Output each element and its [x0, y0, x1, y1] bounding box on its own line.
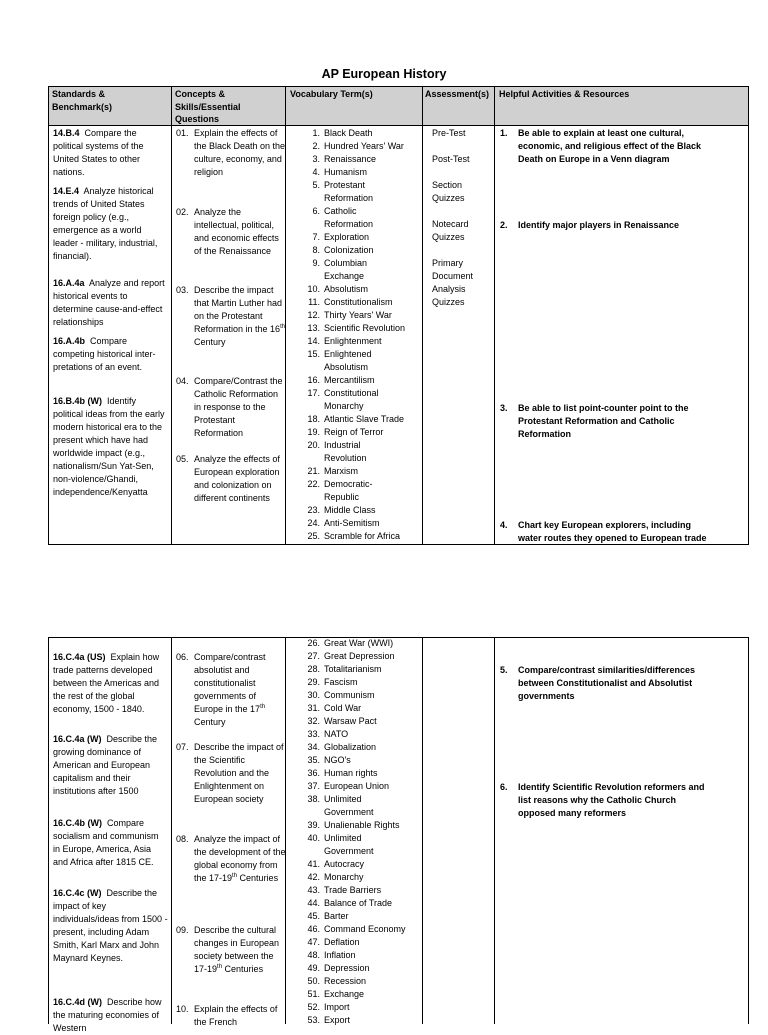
vocab-term [307, 702, 362, 715]
vocab-term [307, 871, 364, 884]
vocab-number: 27. [307, 651, 320, 661]
vocab-term-text: Humanism [324, 167, 368, 177]
vocab-number: 19. [307, 427, 320, 437]
vocab-term-text: Warsaw Pact [324, 716, 377, 726]
vocab-term [312, 140, 404, 153]
vocab-term-text: NATO [324, 729, 349, 739]
header-vocab: Vocabulary Term(s) [290, 89, 373, 99]
header-assessment: Assessment(s) [425, 89, 490, 99]
vocab-number: 33. [307, 729, 320, 739]
vocab-number: 12. [307, 310, 320, 320]
vocab-number: 34. [307, 742, 320, 752]
vocab-term [307, 910, 349, 923]
vocab-number: 35. [307, 755, 320, 765]
vocab-term-text: Inflation [324, 950, 356, 960]
vocab-term [307, 897, 393, 910]
vocab-term [307, 949, 356, 962]
vocab-term-text: Totalitarianism [324, 664, 382, 674]
vocab-term [307, 819, 400, 832]
vocab-number: 32. [307, 716, 320, 726]
vocab-term-text: Industrial [324, 440, 361, 450]
vocab-term [312, 205, 357, 218]
vocab-number: 24. [307, 518, 320, 528]
vocab-number: 39. [307, 820, 320, 830]
vocab-term [307, 283, 369, 296]
vocab-term [324, 400, 364, 413]
vocab-term-text: Democratic- [324, 479, 373, 489]
vocab-term-text: Exchange [324, 989, 365, 999]
vocab-term [307, 715, 377, 728]
vocab-term [307, 884, 382, 897]
vocab-term [308, 296, 393, 309]
vocab-term [307, 1001, 350, 1014]
vocab-term [307, 637, 394, 650]
vocab-term-text: Reformation [324, 193, 374, 203]
vocab-number: 28. [307, 664, 320, 674]
vocab-number: 5. [312, 180, 320, 190]
standard-item: 16.A.4a Analyze and report historical events to determine cause-and-effect relationships [53, 278, 165, 327]
vocab-term [307, 962, 370, 975]
vocab-number: 30. [307, 690, 320, 700]
standard-item: 16.C.4a (US) Explain how trade patterns developed between the Americas and the rest of the global economy, 1500 - 1840. [53, 652, 160, 714]
vocab-term-text: Barter [324, 911, 349, 921]
vocab-term-text: Colonization [324, 245, 374, 255]
vocab-term [312, 231, 370, 244]
vocab-number: 51. [307, 989, 320, 999]
vocab-term-text: NGO's [324, 755, 351, 765]
vocab-term [307, 335, 382, 348]
vocab-number: 49. [307, 963, 320, 973]
vocab-term [307, 426, 384, 439]
vocab-term-text: Absolutism [324, 284, 369, 294]
vocab-term-text: Communism [324, 690, 375, 700]
vocab-number: 4. [312, 167, 320, 177]
vocab-number: 36. [307, 768, 320, 778]
curriculum-table-2: 16.C.4a (US) Explain how trade patterns developed between the Americas and the rest of the global economy, 1500 - 1840. 16.C.4a (W) Describe the growing dominance of American and European capitalism and their institutions after 1500 16.C.4b (W) Compare socialism and communism in Europe, America, Asia and Africa after 1815 CE. 16.C.4c (W) Describe the impact of key individuals/ideas from 1500 - present, including Adam Smith, Karl Marx and John Maynard Keynes. 16.C.4d (W) Describe how the maturing economies of Western 06. Compare/contrast absolutist and constitutionalist governments of Europe in the 17th Century 07. Describe the impact of the Scientific Revolution and the Enlightenment on European society 08. Analyze the impact of the development of the global economy from the 17-19th Centuries 09. Describe the cultural changes in European society between the 17-19th Centuries 10. Explain the effects of the French 26. Great War (WWI) 27. Great Depression 28. Totalitarianism 29. Fascism 30. Communism 31. Cold War 32. Warsaw Pact 33. NATO 34. Globalization 35. NGO's 36. Human rights 37. European Union 38. Unlimited Government 39. Unalienable Rights 40. Unlimited Government 41. Autocracy 42. Monarchy 43. Trade Barriers 44. Balance of Trade 45. Barter 46. Command Economy 47. Deflation 48. Inflation 49. Depression 50. Recession 51. Exchange 52. Import 53. Export 5. Compare/contrast similarities/differences between Constitutionalist and Absolutist governments 6. Identify Scientific Revolution reformers and list reasons why the Catholic Church opposed many reformers [48, 637, 749, 1024]
vocab-number: 46. [307, 924, 320, 934]
assessment-item: Notecard Quizzes [432, 219, 469, 242]
vocab-term-text: European Union [324, 781, 390, 791]
vocab-term [307, 793, 362, 806]
vocab-term-text: Export [324, 1015, 351, 1025]
vocab-number: 31. [307, 703, 320, 713]
header-concepts: Concepts & Skills/Essential Questions [175, 89, 241, 124]
vocab-term [307, 988, 365, 1001]
vocab-term [307, 322, 406, 335]
vocab-term [324, 192, 373, 205]
vocab-number: 37. [307, 781, 320, 791]
vocab-number: 52. [307, 1002, 320, 1012]
vocab-term [307, 767, 378, 780]
vocab-term-text: Absolutism [324, 362, 369, 372]
vocab-number: 23. [307, 505, 320, 515]
vocab-term-text: Republic [324, 492, 360, 502]
vocab-number: 6. [312, 206, 320, 216]
header-activities: Helpful Activities & Resources [499, 89, 630, 99]
vocab-term [307, 676, 358, 689]
vocab-term [307, 478, 373, 491]
vocab-number: 16. [307, 375, 320, 385]
vocab-number: 11. [308, 297, 320, 307]
standard-item: 16.C.4a (W) Describe the growing dominance of American and European capitalism and their institutions after 1500 [53, 734, 158, 796]
vocab-term-text: Autocracy [324, 859, 365, 869]
vocab-term [312, 153, 377, 166]
vocab-term [312, 257, 368, 270]
vocab-term-text: Monarchy [324, 401, 364, 411]
vocab-term [307, 348, 372, 361]
vocab-term-text: Constitutional [324, 388, 379, 398]
vocab-number: 18. [307, 414, 320, 424]
assessment-item: Pre-Test [432, 128, 466, 138]
header-standards: Standards & Benchmark(s) [52, 89, 113, 112]
vocab-term-text: Revolution [324, 453, 367, 463]
vocab-term-text: Scramble for Africa [324, 531, 401, 541]
standard-item: 16.A.4b Compare competing historical inter-pretations of an event. [53, 336, 156, 372]
assessment-item: Primary Document Analysis Quizzes [432, 258, 474, 307]
vocab-number: 42. [307, 872, 320, 882]
vocab-number: 48. [307, 950, 320, 960]
vocab-term-text: Enlightenment [324, 336, 382, 346]
vocab-number: 1. [312, 128, 320, 138]
vocab-number: 9. [312, 258, 320, 268]
vocab-term-text: Great Depression [324, 651, 395, 661]
vocab-term-text: Thirty Years' War [324, 310, 392, 320]
vocab-term [307, 439, 361, 452]
assessment-item: Section Quizzes [432, 180, 465, 203]
vocab-term-text: Black Death [324, 128, 373, 138]
curriculum-table-1: Standards & Benchmark(s) Concepts & Skills/Essential Questions Vocabulary Term(s) Assessment(s) Helpful Activities & Resources 14.B.4 Compare the political systems of the United States to other nations. 14.E.4 Analyze historical trends of United States foreign policy (e.g., emergence as a world leader - military, industrial, financial). 16.A.4a Analyze and report historical events to determine cause-and-effect relationships 16.A.4b Compare competing historical inter-pretations of an event. 16.B.4b (W) Identify political ideas from the early modern historical era to the present which have had worldwide impact (e.g., nationalism/Sun Yat-Sen, non-violence/Ghandi, independence/Kenyatta 01. Explain the effects of the Black Death on the culture, economy, and religion 02. Analyze the intellectual, political, and economic effects of the Renaissance 03. Describe the impact that Martin Luther had on the Protestant Reformation in the 16th Century 04. Compare/Contrast the Catholic Reformation in response to the Protestant Reformation 05. Analyze the effects of European exploration and colonization on different continents 1. Black Death 2. Hundred Years' War 3. Renaissance 4. Humanism 5. Protestant Reformation 6. Catholic Reformation 7. Exploration 8. Colonization 9. Columbian Exchange 10. Absolutism 11. Constitutionalism 12. Thirty Years' War 13. Scientific Revolution 14. Enlightenment 15. Enlightened Absolutism 16. Mercantilism 17. Constitutional Monarchy 18. Atlantic Slave Trade 19. Reign of Terror 20. Industrial Revolution 21. Marxism 22. Democratic- Republic 23. Middle Class 24. Anti-Semitism 25. Scramble for Africa Pre-Test Post-Test Section Quizzes Notecard Quizzes Primary Document Analysis Quizzes 1. Be able to explain at least one cultural, economic, and religious effect of the Black Death on Europe in a Venn diagram 2. Identify major players in Renaissance 3. Be able to list point-counter point to the Protestant Reformation and Catholic Reformation 4. Chart key European explorers, including water routes they opened to European trade [48, 86, 749, 545]
vocab-term-text: Monarchy [324, 872, 364, 882]
vocab-number: 45. [307, 911, 320, 921]
vocab-term-text: Scientific Revolution [324, 323, 406, 333]
vocab-number: 22. [307, 479, 320, 489]
vocab-term-text: Unlimited [324, 833, 362, 843]
vocab-term-text: Exploration [324, 232, 370, 242]
vocab-number: 15. [307, 349, 320, 359]
vocab-term [307, 975, 367, 988]
vocab-number: 13. [307, 323, 320, 333]
vocab-term-text: Marxism [324, 466, 358, 476]
vocab-term [312, 166, 368, 179]
vocab-term [307, 780, 390, 793]
vocab-term-text: Columbian [324, 258, 368, 268]
vocab-term [312, 127, 373, 140]
vocab-term-text: Hundred Years' War [324, 141, 404, 151]
vocab-number: 29. [307, 677, 320, 687]
vocab-number: 41. [307, 859, 320, 869]
page-title: AP European History [321, 67, 447, 81]
vocab-term [312, 244, 374, 257]
vocab-term [307, 387, 379, 400]
vocab-term [307, 517, 380, 530]
vocab-term [307, 663, 382, 676]
standard-item: 16.C.4c (W) Describe the impact of key individuals/ideas from 1500 - present, including Adam Smith, Karl Marx and John Maynard Keynes. [53, 888, 168, 963]
vocab-term [324, 361, 368, 374]
vocab-term-text: Renaissance [324, 154, 377, 164]
vocab-term [307, 728, 349, 741]
vocab-term [312, 179, 366, 192]
vocab-number: 38. [307, 794, 320, 804]
vocab-number: 3. [312, 154, 320, 164]
vocab-term [307, 374, 375, 387]
vocab-number: 26. [307, 638, 320, 648]
vocab-number: 10. [307, 284, 320, 294]
vocab-term [307, 858, 365, 871]
vocab-number: 40. [307, 833, 320, 843]
standard-item: 14.E.4 Analyze historical trends of United States foreign policy (e.g., emergence as a world leader - military, industrial, financial). [53, 186, 158, 261]
vocab-term-text: Mercantilism [324, 375, 375, 385]
vocab-term [307, 530, 401, 543]
vocab-term [307, 309, 392, 322]
vocab-number: 8. [312, 245, 320, 255]
vocab-term-text: Unalienable Rights [324, 820, 400, 830]
vocab-term-text: Trade Barriers [324, 885, 382, 895]
vocab-term-text: Globalization [324, 742, 377, 752]
vocab-term-text: Reign of Terror [324, 427, 384, 437]
vocab-term-text: Deflation [324, 937, 360, 947]
standard-item: 14.B.4 Compare the political systems of the United States to other nations. [53, 128, 144, 177]
vocab-term [324, 452, 367, 465]
vocab-term [307, 923, 406, 936]
vocab-term-text: Middle Class [324, 505, 376, 515]
vocab-term [324, 845, 374, 858]
vocab-term [307, 936, 360, 949]
vocab-term-text: Depression [324, 963, 370, 973]
vocab-term-text: Enlightened [324, 349, 372, 359]
vocab-number: 53. [307, 1015, 320, 1025]
vocab-number: 25. [307, 531, 320, 541]
vocab-term-text: Human rights [324, 768, 378, 778]
vocab-term-text: Protestant [324, 180, 366, 190]
vocab-term-text: Fascism [324, 677, 358, 687]
vocab-number: 43. [307, 885, 320, 895]
vocab-term [324, 218, 373, 231]
vocab-term-text: Government [324, 807, 374, 817]
standard-item: 16.C.4d (W) Describe how the maturing economies of Western [53, 997, 162, 1033]
vocab-term-text: Reformation [324, 219, 374, 229]
vocab-term-text: Cold War [324, 703, 362, 713]
vocab-number: 17. [307, 388, 320, 398]
vocab-term [307, 650, 395, 663]
standard-item: 16.B.4b (W) Identify political ideas from the early modern historical era to the present which have had worldwide impact (e.g., nationalism/Sun Yat-Sen, non-violence/Ghandi, independence/Kenyatta [53, 396, 165, 497]
vocab-term [307, 741, 377, 754]
assessment-item: Post-Test [432, 154, 470, 164]
vocab-number: 21. [307, 466, 320, 476]
vocab-term-text: Balance of Trade [324, 898, 393, 908]
vocab-term-text: Government [324, 846, 374, 856]
vocab-number: 44. [307, 898, 320, 908]
standard-item: 16.C.4b (W) Compare socialism and communism in Europe, America, Asia and Africa after 1815 CE. [53, 818, 159, 867]
vocab-number: 20. [307, 440, 320, 450]
vocab-term [307, 689, 375, 702]
vocab-term [324, 491, 359, 504]
vocab-number: 50. [307, 976, 320, 986]
vocab-term-text: Catholic [324, 206, 357, 216]
vocab-term-text: Anti-Semitism [324, 518, 380, 528]
vocab-term-text: Exchange [324, 271, 365, 281]
vocab-number: 7. [312, 232, 320, 242]
vocab-term [307, 1014, 351, 1027]
vocab-number: 47. [307, 937, 320, 947]
vocab-term [307, 754, 351, 767]
vocab-term [307, 832, 362, 845]
vocab-number: 2. [312, 141, 320, 151]
vocab-number: 14. [307, 336, 320, 346]
vocab-term-text: Command Economy [324, 924, 406, 934]
vocab-term [324, 806, 374, 819]
vocab-term-text: Recession [324, 976, 367, 986]
vocab-term-text: Great War (WWI) [324, 638, 394, 648]
vocab-term [324, 270, 364, 283]
vocab-term-text: Import [324, 1002, 350, 1012]
vocab-term [307, 504, 376, 517]
vocab-term [307, 465, 358, 478]
vocab-term [307, 413, 405, 426]
vocab-term-text: Constitutionalism [324, 297, 393, 307]
vocab-term-text: Atlantic Slave Trade [324, 414, 405, 424]
vocab-term-text: Unlimited [324, 794, 362, 804]
